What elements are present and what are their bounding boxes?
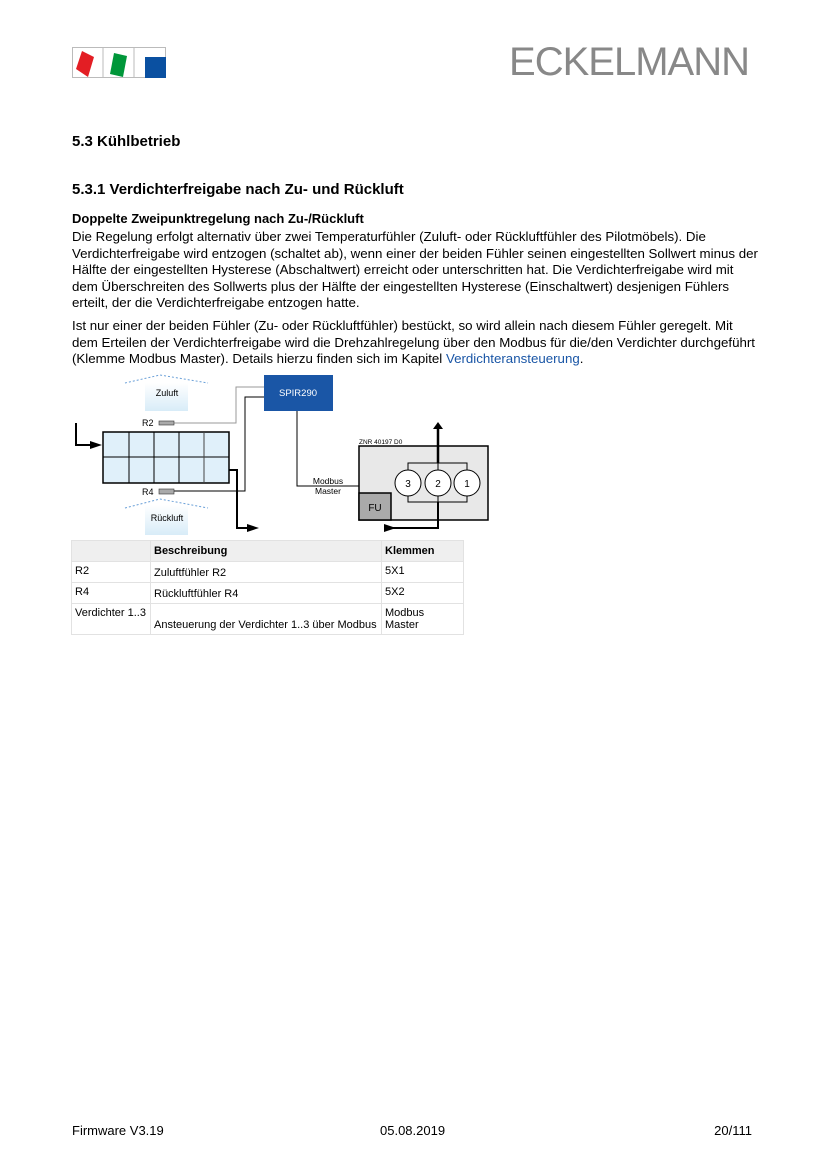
table-header-row [72, 541, 464, 562]
subsection-title: 5.3.1 Verdichterfreigabe nach Zu- und Rückluft [72, 181, 404, 198]
cell: 5X2 [382, 583, 464, 604]
column-header: Klemmen [382, 541, 464, 562]
znr-label: ZNR 40197 D0 [359, 439, 403, 446]
master-label: Master [315, 486, 341, 496]
r4-label: R4 [142, 487, 154, 497]
footer-page-number: 20/111 [714, 1123, 752, 1138]
column-header: Beschreibung [151, 541, 382, 562]
table-row [72, 604, 464, 635]
rueckluft-symbol [125, 499, 208, 535]
subheading: Doppelte Zweipunktregelung nach Zu-/Rückluft [72, 211, 364, 226]
cell: Verdichter 1..3 [72, 604, 151, 635]
paragraph-end: . [579, 351, 584, 367]
arrow-icon [90, 441, 102, 449]
paragraph [72, 318, 762, 368]
cell: Zuluftfühler R2 [151, 562, 382, 583]
section-title: 5.3 Kühlbetrieb [72, 133, 181, 150]
terminal-table [71, 540, 464, 635]
r4-sensor [159, 489, 174, 494]
svg-text:1: 1 [464, 479, 470, 490]
zuluft-label: Zuluft [155, 388, 179, 398]
arrow-icon [384, 524, 396, 532]
compressor-2 [425, 470, 451, 496]
compressor-3 [395, 470, 421, 496]
fu-label: FU [368, 503, 382, 514]
zuluft-symbol [125, 375, 208, 411]
column-header [72, 541, 151, 562]
paragraph-text: Ist nur einer der beiden Fühler (Zu- oder Rückluftfühler) bestückt, so wird allein nach diesem Fühler geregelt. Mit dem Erteilen der Verdichterfreigabe wird die Drehzahlregelung über den Modbus für die/den Verdichter durchgeführt (Klemme Modbus Master). Details hierzu finden sich im Kapitel [72, 318, 755, 367]
modbus-label: Modbus [312, 476, 344, 486]
link-verdichteransteuerung[interactable]: Verdichteransteuerung [445, 351, 580, 367]
table-row [72, 583, 464, 604]
arrow-up-icon [433, 422, 443, 429]
wiring-diagram [60, 365, 500, 540]
cell: Modbus Master [382, 604, 464, 635]
table-row [72, 562, 464, 583]
r2-sensor [159, 421, 174, 425]
compressor-1 [454, 470, 480, 496]
controller-label: SPIR290 [278, 388, 318, 399]
cell: 5X1 [382, 562, 464, 583]
cell: Ansteuerung der Verdichter 1..3 über Modbus [151, 604, 382, 635]
display-cabinet [103, 432, 229, 483]
eckelmann-logo [72, 47, 166, 78]
brand-name: ECKELMANN [509, 40, 749, 84]
svg-text:3: 3 [405, 479, 411, 490]
rueckluft-label: Rückluft [150, 513, 184, 523]
cell: Rückluftfühler R4 [151, 583, 382, 604]
r2-label: R2 [142, 418, 154, 428]
cell: R2 [72, 562, 151, 583]
paragraph: Die Regelung erfolgt alternativ über zwei Temperaturfühler (Zuluft- oder Rückluftfühler des Pilotmöbels). Die Verdichterfreigabe wird entzogen (schaltet ab), wenn einer der beiden Fühler seinen eingestellten Sollwert minus der Hälfte der eingestellten Hysterese (Abschaltwert) erreicht oder unterschritten hat. Die Verdichterfreigabe wird mit dem Überschreiten des Sollwerts plus der Hälfte der eingestellten Hysterese (Einschaltwert) desjenigen Fühlers erteilt, der die Verdichterfreigabe entzogen hatte. [72, 229, 758, 311]
footer-firmware: Firmware V3.19 [72, 1123, 164, 1138]
footer-date: 05.08.2019 [380, 1123, 446, 1138]
arrow-icon [247, 524, 259, 532]
cell: R4 [72, 583, 151, 604]
svg-text:2: 2 [435, 479, 441, 490]
